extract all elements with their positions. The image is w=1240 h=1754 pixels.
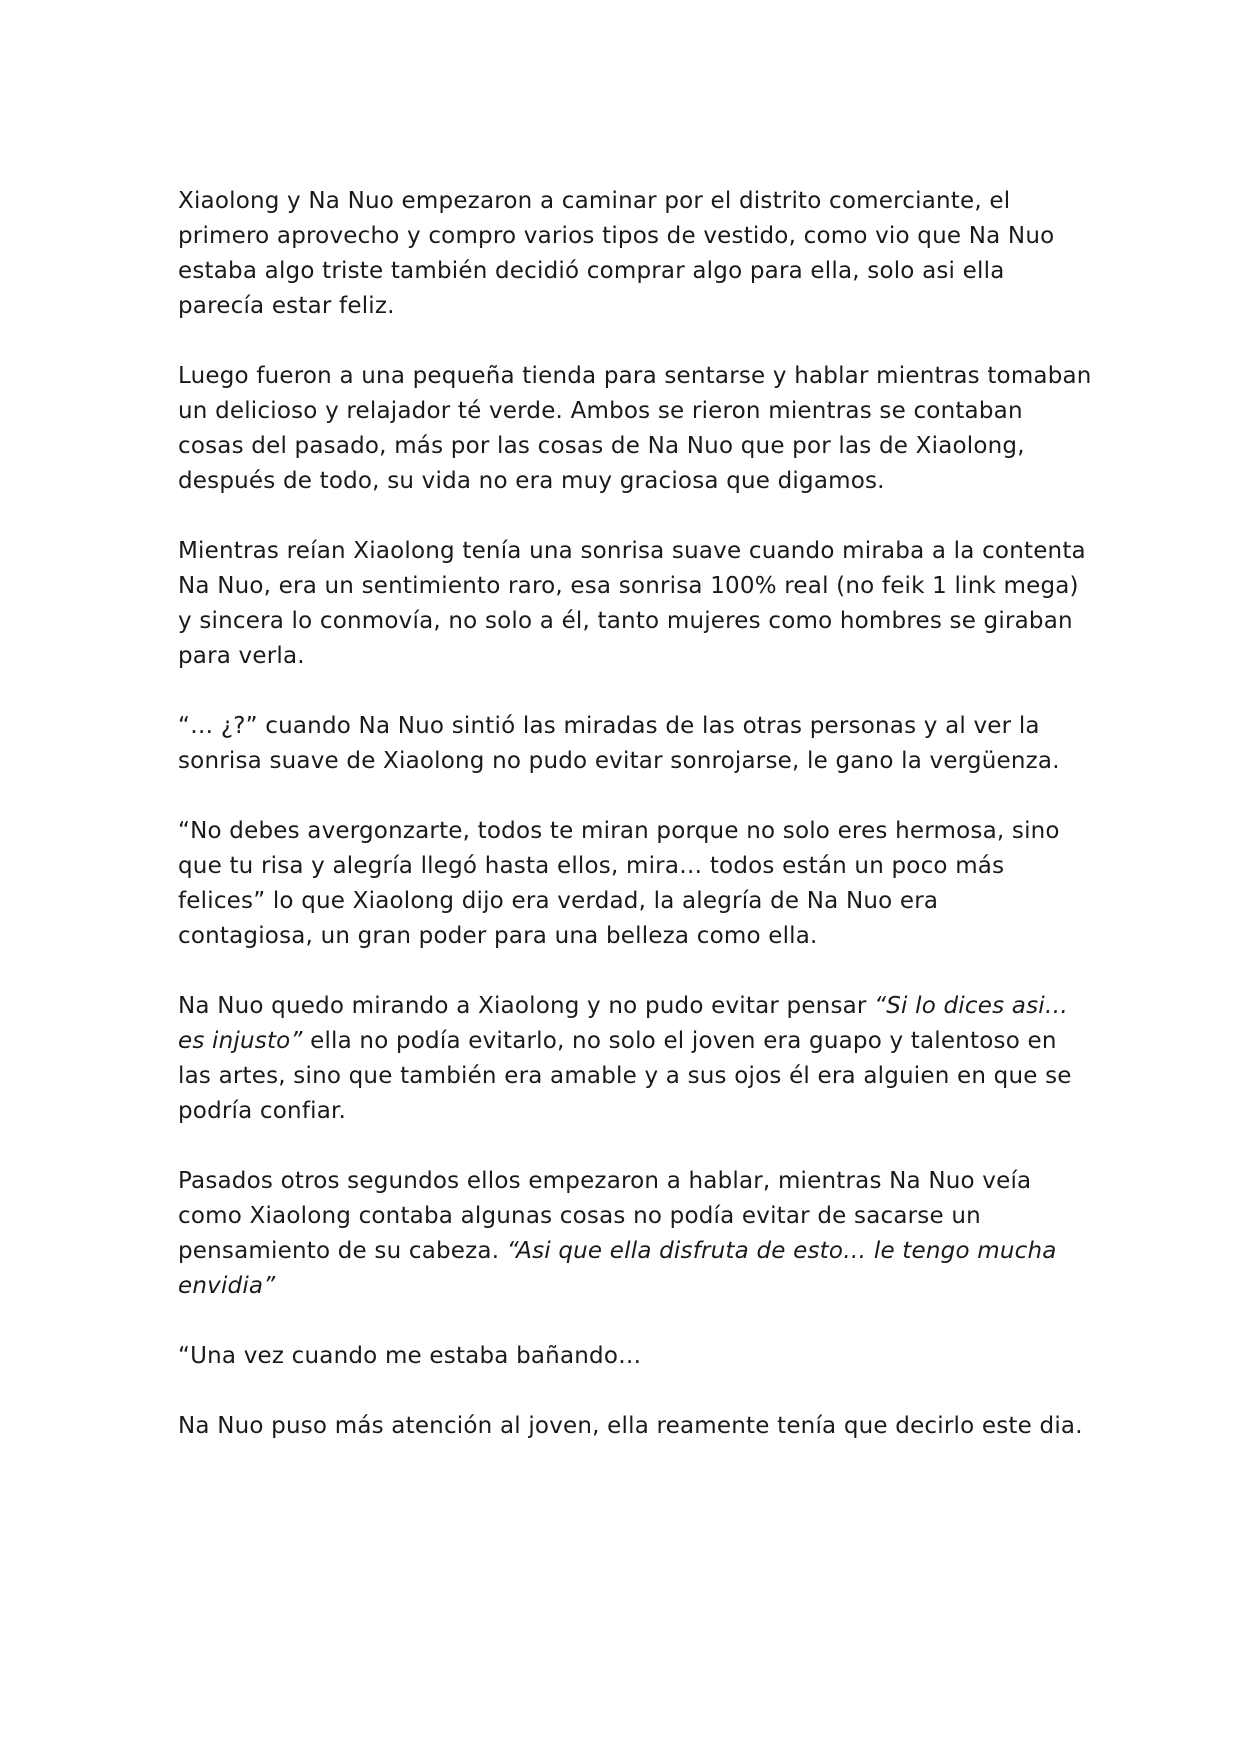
text-line bbox=[178, 1269, 1078, 1304]
text-segment: “Una vez cuando me estaba bañando… bbox=[178, 1343, 642, 1369]
paragraph bbox=[178, 1409, 1083, 1444]
text-line bbox=[178, 464, 1078, 499]
italic-thought-text: “Si lo dices asi… bbox=[874, 993, 1069, 1019]
text-segment: Na Nuo, era un sentimiento raro, esa sonrisa 100% real (no feik 1 link mega) bbox=[178, 573, 1079, 599]
text-line bbox=[178, 254, 1078, 289]
paragraph bbox=[178, 709, 1078, 779]
text-segment: Pasados otros segundos ellos empezaron a hablar, mientras Na Nuo veía bbox=[178, 1168, 1032, 1194]
text-line bbox=[178, 394, 1078, 429]
text-segment: un delicioso y relajador té verde. Ambos se rieron mientras se contaban bbox=[178, 398, 1023, 424]
text-segment: podría confiar. bbox=[178, 1098, 347, 1124]
italic-thought-text: “Asi que ella disfruta de esto… le tengo mucha bbox=[506, 1238, 1057, 1264]
text-segment: las artes, sino que también era amable y a sus ojos él era alguien en que se bbox=[178, 1063, 1072, 1089]
text-line bbox=[178, 1059, 1078, 1094]
text-segment: y sincera lo conmovía, no solo a él, tanto mujeres como hombres se giraban bbox=[178, 608, 1073, 634]
paragraph bbox=[178, 184, 1078, 324]
story-text bbox=[178, 184, 1092, 1479]
text-line bbox=[178, 884, 1078, 919]
text-line bbox=[178, 744, 1078, 779]
text-line bbox=[178, 1409, 1083, 1444]
text-line bbox=[178, 1199, 1078, 1234]
text-line bbox=[178, 989, 1078, 1024]
text-line bbox=[178, 1234, 1078, 1269]
text-line bbox=[178, 1094, 1078, 1129]
text-line bbox=[178, 919, 1078, 954]
text-segment: sonrisa suave de Xiaolong no pudo evitar sonrojarse, le gano la vergüenza. bbox=[178, 748, 1060, 774]
text-segment: Luego fueron a una pequeña tienda para sentarse y hablar mientras tomaban bbox=[178, 363, 1092, 389]
text-segment: después de todo, su vida no era muy graciosa que digamos. bbox=[178, 468, 885, 494]
text-segment: primero aprovecho y compro varios tipos de vestido, como vio que Na Nuo bbox=[178, 223, 1055, 249]
text-segment: estaba algo triste también decidió comprar algo para ella, solo asi ella bbox=[178, 258, 1005, 284]
text-line bbox=[178, 639, 1078, 674]
text-segment: parecía estar feliz. bbox=[178, 293, 395, 319]
text-line bbox=[178, 289, 1078, 324]
text-line bbox=[178, 814, 1078, 849]
italic-thought-text: es injusto” bbox=[178, 1028, 303, 1054]
text-line bbox=[178, 1164, 1078, 1199]
text-line bbox=[178, 849, 1078, 884]
text-segment: pensamiento de su cabeza. bbox=[178, 1238, 507, 1264]
text-segment: para verla. bbox=[178, 643, 305, 669]
text-segment: como Xiaolong contaba algunas cosas no podía evitar de sacarse un bbox=[178, 1203, 981, 1229]
italic-thought-text: envidia” bbox=[178, 1273, 276, 1299]
text-segment: ella no podía evitarlo, no solo el joven era guapo y talentoso en bbox=[302, 1028, 1057, 1054]
text-segment: contagiosa, un gran poder para una belleza como ella. bbox=[178, 923, 818, 949]
text-line bbox=[178, 219, 1078, 254]
text-segment: Mientras reían Xiaolong tenía una sonrisa suave cuando miraba a la contenta bbox=[178, 538, 1086, 564]
text-segment: “No debes avergonzarte, todos te miran porque no solo eres hermosa, sino bbox=[178, 818, 1060, 844]
text-line bbox=[178, 709, 1078, 744]
text-line bbox=[178, 604, 1078, 639]
text-segment: Na Nuo quedo mirando a Xiaolong y no pudo evitar pensar bbox=[178, 993, 875, 1019]
text-segment: cosas del pasado, más por las cosas de Na Nuo que por las de Xiaolong, bbox=[178, 433, 1025, 459]
text-segment: que tu risa y alegría llegó hasta ellos, mira… todos están un poco más bbox=[178, 853, 1005, 879]
text-segment: felices” lo que Xiaolong dijo era verdad, la alegría de Na Nuo era bbox=[178, 888, 939, 914]
paragraph bbox=[178, 359, 1092, 499]
text-line bbox=[178, 569, 1078, 604]
text-segment: Xiaolong y Na Nuo empezaron a caminar por el distrito comerciante, el bbox=[178, 188, 1011, 214]
text-segment: “… ¿?” cuando Na Nuo sintió las miradas de las otras personas y al ver la bbox=[178, 713, 1040, 739]
paragraph bbox=[178, 534, 1086, 674]
paragraph bbox=[178, 814, 1078, 954]
text-line bbox=[178, 359, 1092, 394]
text-line bbox=[178, 429, 1078, 464]
paragraph bbox=[178, 1339, 1078, 1374]
paragraph bbox=[178, 1164, 1078, 1304]
paragraph bbox=[178, 989, 1078, 1129]
text-line bbox=[178, 184, 1078, 219]
text-segment: Na Nuo puso más atención al joven, ella reamente tenía que decirlo este dia. bbox=[178, 1413, 1083, 1439]
text-line bbox=[178, 534, 1086, 569]
text-line bbox=[178, 1339, 1078, 1374]
text-line bbox=[178, 1024, 1078, 1059]
